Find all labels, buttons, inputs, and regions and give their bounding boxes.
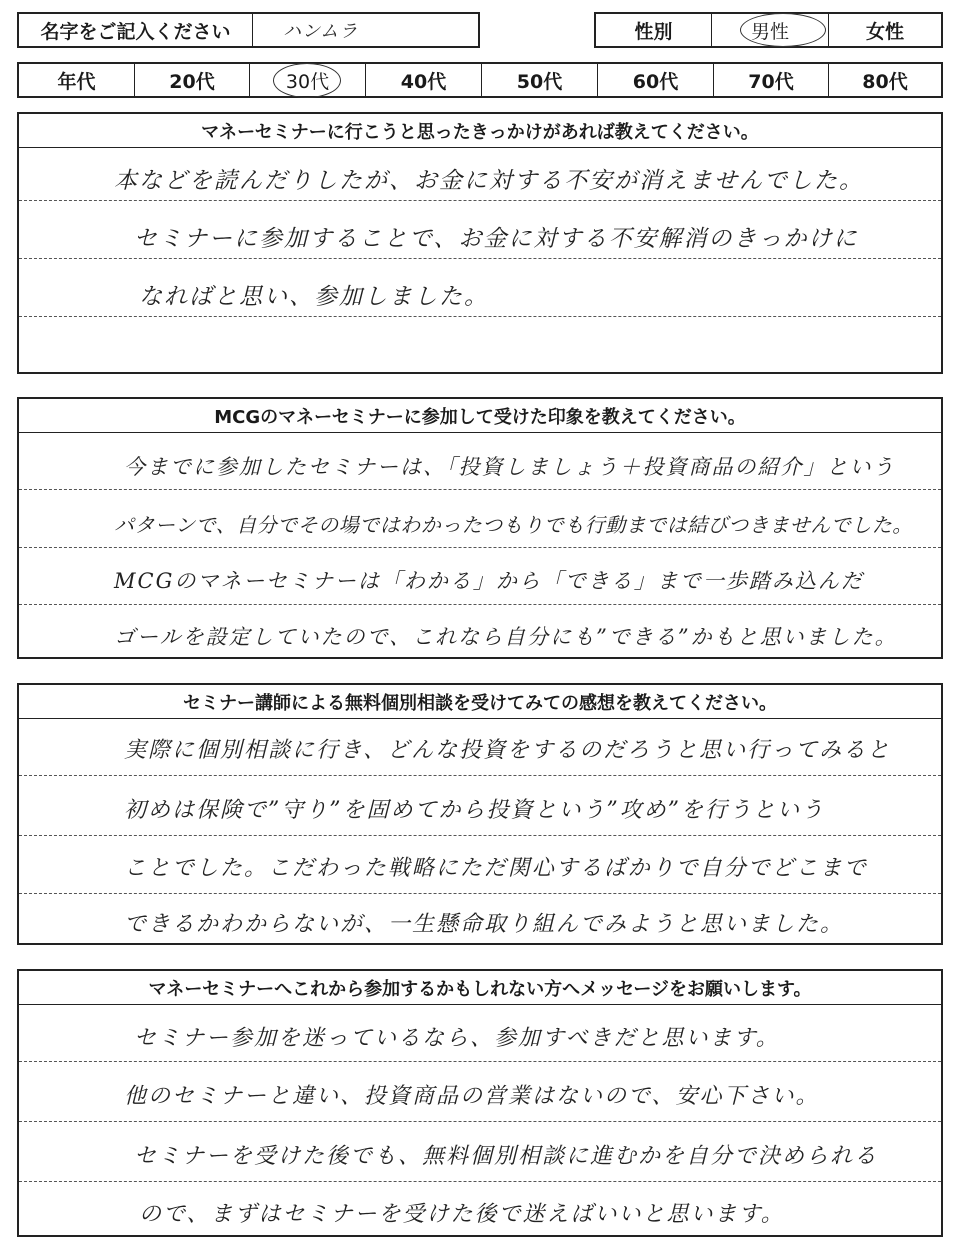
answer-line [19, 775, 941, 776]
age-option-80[interactable]: 80代 [862, 70, 908, 93]
answer-text: ので、まずはセミナーを受けた後で迷えばいいと思います。 [139, 1202, 785, 1227]
answer-line [19, 835, 941, 836]
gender-option-female[interactable]: 女性 [865, 20, 904, 43]
age-box [17, 62, 943, 98]
answer-text: 他のセミナーと違い、投資商品の営業はないので、安心下さい。 [124, 1084, 820, 1109]
answer-text: セミナーを受けた後でも、無料個別相談に進むかを自分で決められる [134, 1144, 879, 1169]
section-reason-title: マネーセミナーに行こうと思ったきっかけがあれば教えてください。 [19, 114, 941, 148]
answer-line [19, 1121, 941, 1122]
section-impression-title: MCGのマネーセミナーに参加して受けた印象を教えてください。 [19, 399, 941, 433]
gender-label: 性別 [596, 14, 712, 46]
age-label: 年代 [19, 64, 135, 96]
answer-line [19, 258, 941, 259]
age-option-50[interactable]: 50代 [482, 64, 598, 96]
section-reason [17, 112, 943, 374]
answer-text: セミナー参加を迷っているなら、参加すべきだと思います。 [134, 1026, 780, 1051]
age-option-60[interactable]: 60代 [598, 64, 714, 96]
name-box [17, 12, 480, 48]
answer-line [19, 200, 941, 201]
age-option-30[interactable]: 30代 [250, 64, 366, 96]
section-impression [17, 397, 943, 659]
age-option-70[interactable]: 70代 [714, 64, 829, 96]
answer-text: なればと思い、参加しました。 [139, 284, 489, 310]
gender-box [594, 12, 943, 48]
answer-text: MCGのマネーセミナーは「わかる」から「できる」まで一歩踏み込んだ [114, 569, 864, 593]
section-message [17, 969, 943, 1237]
gender-option-male[interactable]: 男性 [712, 14, 829, 46]
answer-line [19, 489, 941, 490]
answer-text: セミナーに参加することで、お金に対する不安解消のきっかけに [134, 226, 859, 252]
answer-line [19, 316, 941, 317]
name-value[interactable]: ハンムラ [283, 21, 359, 42]
answer-text: できるかわからないが、一生懸命取り組んでみようと思いました。 [124, 912, 845, 937]
answer-text: 本などを読んだりしたが、お金に対する不安が消えませんでした。 [114, 168, 864, 194]
answer-line [19, 893, 941, 894]
answer-text: ことでした。こだわった戦略にただ関心するばかりで自分でどこまで [124, 856, 868, 881]
section-message-title: マネーセミナーへこれから参加するかもしれない方へメッセージをお願いします。 [19, 971, 941, 1005]
age-option-40[interactable]: 40代 [366, 64, 482, 96]
answer-line [19, 1181, 941, 1182]
answer-text: 今までに参加したセミナーは、「投資しましょう＋投資商品の紹介」という [124, 455, 896, 479]
answer-text: 初めは保険で”守り”を固めてから投資という”攻め”を行うという [124, 798, 825, 823]
name-label: 名字をご記入ください [19, 14, 253, 46]
answer-text: ゴールを設定していたので、これなら自分にも”できる”かもと思いました。 [114, 625, 898, 649]
answer-line [19, 604, 941, 605]
age-option-20[interactable]: 20代 [135, 64, 250, 96]
answer-line [19, 1061, 941, 1062]
section-consultation-title: セミナー講師による無料個別相談を受けてみての感想を教えてください。 [19, 685, 941, 719]
answer-line [19, 547, 941, 548]
answer-text: パターンで、自分でその場ではわかったつもりでも行動までは結びつきませんでした。 [114, 513, 913, 537]
section-consultation [17, 683, 943, 945]
answer-text: 実際に個別相談に行き、どんな投資をするのだろうと思い行ってみると [124, 738, 892, 763]
